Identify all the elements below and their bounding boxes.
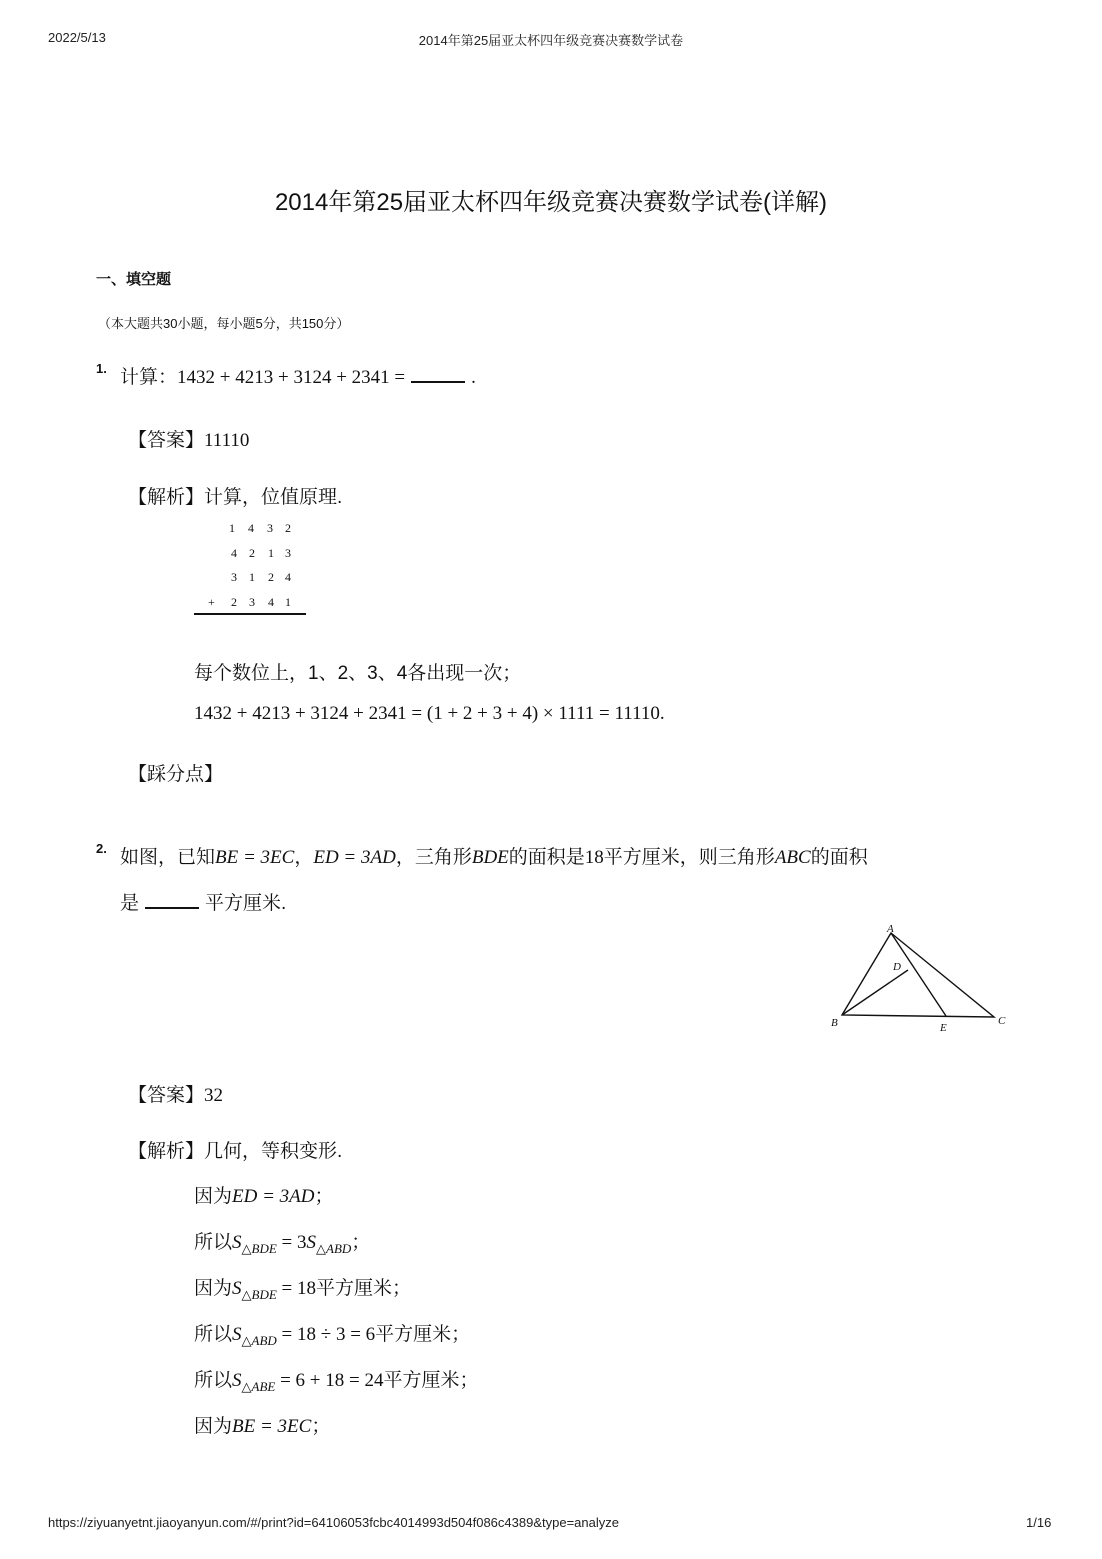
step-subscript: △ABD <box>316 1240 352 1256</box>
q2-analysis-text: 几何，等积变形. <box>204 1141 343 1162</box>
step-subscript: △ABE <box>241 1378 276 1394</box>
q2-triangle-bde: BDE <box>471 847 509 868</box>
digit: 1 <box>268 546 274 560</box>
label-c: C <box>998 1015 1006 1027</box>
digit: 3 <box>267 521 273 535</box>
step-math: S <box>232 1232 242 1253</box>
q2-text-b: ，三角形 <box>395 847 472 868</box>
q2-step-3 <box>194 1273 411 1303</box>
step-math: S <box>306 1232 317 1253</box>
step-text: 所以 <box>194 1324 233 1345</box>
q2-analysis-label: 【解析】 <box>128 1141 205 1162</box>
step-math: ED = 3AD <box>232 1186 315 1207</box>
step-subscript: △ABD <box>241 1332 277 1348</box>
question-1-stem <box>120 362 476 389</box>
digit: 1 <box>249 570 255 584</box>
step-text: ； <box>351 1232 371 1253</box>
step-text: 平方厘米； <box>316 1278 412 1299</box>
q2-answer-value: 32 <box>204 1085 224 1106</box>
q2-text-e: 的面积 <box>810 847 868 868</box>
step-text: 平方厘米； <box>375 1324 471 1345</box>
segment-bd <box>842 970 908 1015</box>
q2-text-c: 的面积是 <box>508 847 585 868</box>
q1-answer-value: 11110 <box>204 430 250 451</box>
digit: 1 <box>229 521 235 535</box>
q2-step-5 <box>194 1365 479 1395</box>
q1-suffix: . <box>471 367 476 388</box>
question-1-number: 1. <box>96 361 107 376</box>
q2-line2-a: 是 <box>120 893 140 914</box>
q2-eq-ed: ED = 3AD <box>313 847 396 868</box>
step-math: S <box>232 1324 242 1345</box>
q2-step-2 <box>194 1227 370 1257</box>
digit: 4 <box>268 595 274 609</box>
segment-ae <box>891 933 946 1016</box>
q1-prefix: 计算： <box>120 367 178 388</box>
digit: 3 <box>285 546 291 560</box>
plus-sign: + <box>208 595 215 609</box>
question-2-stem-line-1 <box>120 842 868 869</box>
step-subscript: △BDE <box>241 1240 277 1256</box>
sum-rule <box>194 613 306 615</box>
q1-expression: 1432 + 4213 + 3124 + 2341 = <box>177 367 406 388</box>
section-heading: 一、填空题 <box>96 271 172 288</box>
q2-step-4 <box>194 1319 470 1349</box>
footer-url[interactable]: https://ziyuanyetnt.jiaoyanyun.com/#/print?id=64106053fcbc4014993d504f086c4389&type=analyze <box>48 1515 619 1530</box>
q2-step-1 <box>194 1181 334 1208</box>
q2-eq-be: BE = 3EC <box>215 847 295 868</box>
step-text: ； <box>311 1416 331 1437</box>
header-doc-title: 2014年第25届亚太杯四年级竞赛决赛数学试卷 <box>418 33 684 48</box>
digit: 4 <box>285 570 291 584</box>
q2-answer-blank <box>145 893 199 909</box>
label-a: A <box>887 923 894 935</box>
print-date: 2022/5/13 <box>48 30 106 45</box>
q2-step-6 <box>194 1411 330 1438</box>
q2-line2-b: 平方厘米. <box>205 893 287 914</box>
vertical-addition <box>194 518 306 618</box>
step-text: 因为 <box>194 1186 233 1207</box>
step-text: 平方厘米； <box>383 1370 479 1391</box>
step-text: 因为 <box>194 1416 233 1437</box>
q1-answer <box>128 425 249 452</box>
digit: 4 <box>231 546 237 560</box>
digit: 1 <box>285 595 291 609</box>
q1-answer-blank <box>411 367 465 383</box>
digit: 4 <box>248 521 254 535</box>
digit: 2 <box>231 595 237 609</box>
digit: 2 <box>249 546 255 560</box>
q2-analysis <box>128 1136 342 1163</box>
q1-explanation-line-1: 每个数位上，1、2、3、4各出现一次； <box>194 663 522 684</box>
q1-points-label: 【踩分点】 <box>128 764 224 785</box>
step-math: = 3 <box>276 1232 307 1253</box>
label-e: E <box>940 1022 947 1034</box>
label-b: B <box>831 1017 838 1029</box>
step-text: 因为 <box>194 1278 233 1299</box>
q1-answer-label: 【答案】 <box>128 430 205 451</box>
q2-answer-label: 【答案】 <box>128 1085 205 1106</box>
q1-analysis-text: 计算，位值原理. <box>204 487 343 508</box>
digit: 2 <box>285 521 291 535</box>
step-subscript: △BDE <box>241 1286 277 1302</box>
digit: 3 <box>231 570 237 584</box>
digit: 2 <box>268 570 274 584</box>
step-text: 所以 <box>194 1232 233 1253</box>
question-2-number: 2. <box>96 841 107 856</box>
q2-separator: ， <box>294 847 314 868</box>
page-number: 1/16 <box>1026 1515 1052 1530</box>
q2-text-d: 平方厘米，则三角形 <box>603 847 775 868</box>
step-text: ； <box>314 1186 334 1207</box>
q1-explanation-line-2: 1432 + 4213 + 3124 + 2341 = (1 + 2 + 3 + 4) × 1111 = 11110. <box>194 703 665 724</box>
triangle-figure <box>822 918 1018 1040</box>
q1-analysis <box>128 482 342 509</box>
step-math: S <box>232 1278 242 1299</box>
digit: 3 <box>249 595 255 609</box>
step-text: 所以 <box>194 1370 233 1391</box>
q2-text-a: 如图，已知 <box>120 847 216 868</box>
step-math: = 18 <box>276 1278 317 1299</box>
step-math: = 18 ÷ 3 = 6 <box>276 1324 376 1345</box>
step-math: = 6 + 18 = 24 <box>275 1370 384 1391</box>
section-note: （本大题共30小题，每小题5分，共150分） <box>98 316 350 331</box>
q2-area-value: 18 <box>584 847 604 868</box>
q2-triangle-abc: ABC <box>774 847 811 868</box>
question-2-stem-line-2 <box>120 888 286 915</box>
step-math: BE = 3EC <box>232 1416 312 1437</box>
page-title: 2014年第25届亚太杯四年级竞赛决赛数学试卷(详解) <box>274 189 828 216</box>
q1-analysis-label: 【解析】 <box>128 487 205 508</box>
step-math: S <box>232 1370 242 1391</box>
label-d: D <box>893 961 901 973</box>
q2-answer <box>128 1080 223 1107</box>
